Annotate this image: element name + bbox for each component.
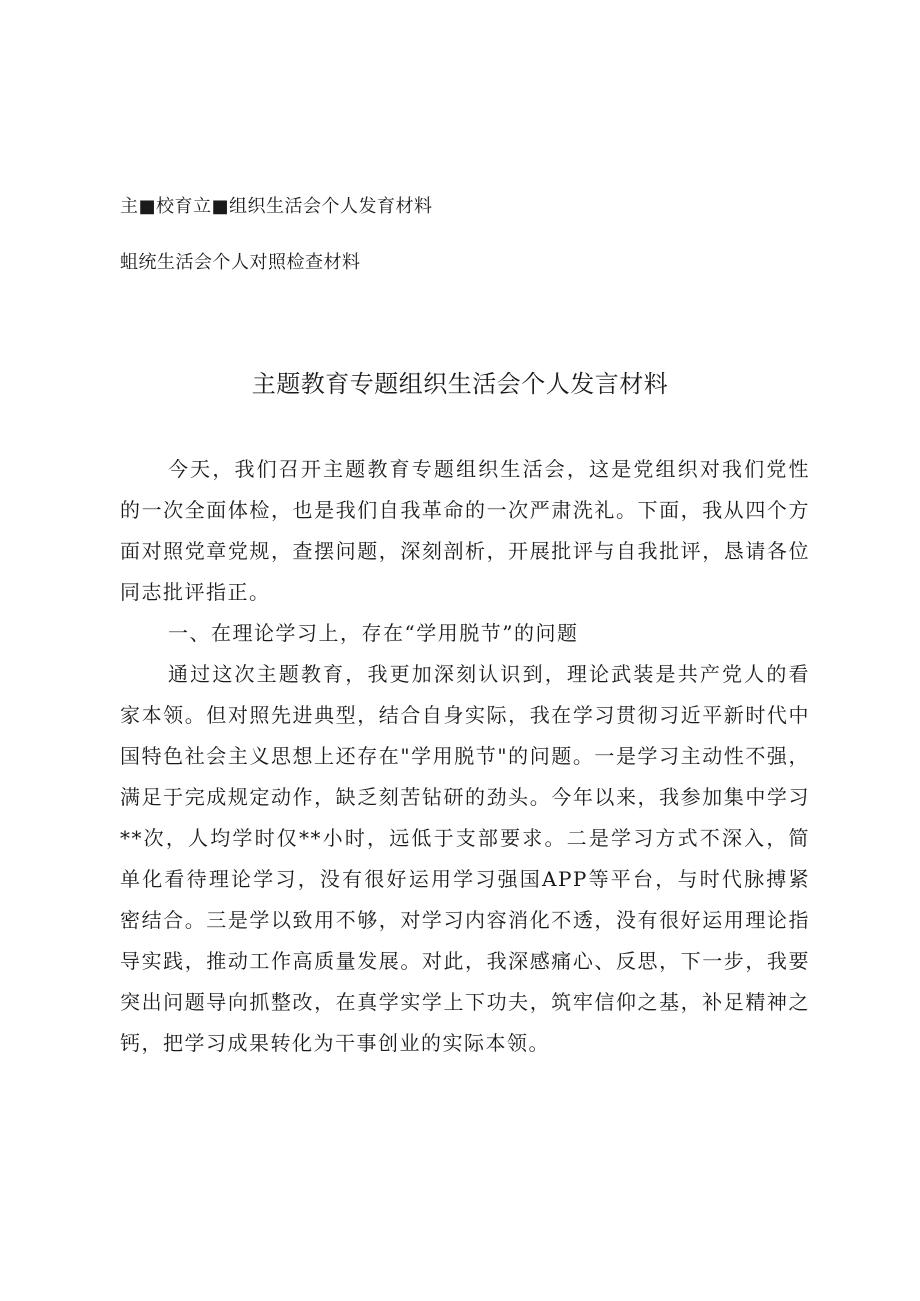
section-1-paragraph: 通过这次主题教育，我更加深刻认识到，理论武装是共产党人的看家本领。但对照先进典型，结合自身实际，我在学习贯彻习近平新时代中国特色社会主义思想上还存在"学用脱节"的问题。一是学习主动性不强，满足于完成规定动作，缺乏刻苦钻研的劲头。今年以来，我参加集中学习**次，人均学时仅**小时，远低于支部要求。二是学习方式不深入，简单化看待理论学习，没有很好运用学习强国APP等平台，与时代脉搏紧密结合。三是学以致用不够，对学习内容消化不透，没有很好运用理论指导实践，推动工作高质量发展。对此，我深感痛心、反思，下一步，我要突出问题导向抓整改，在真学实学上下功夫，筑牢信仰之基，补足精神之钙，把学习成果转化为干事创业的实际本领。: [120, 662, 810, 1055]
intro-paragraph: 今天，我们召开主题教育专题组织生活会，这是党组织对我们党性的一次全面体检，也是我们自我革命的一次严肃洗礼。下面，我从四个方面对照党章党规，查摆问题，深刻剖析，开展批评与自我批评，恳请各位同志批评指正。: [120, 457, 810, 604]
section-1-heading: 一、在理论学习上，存在“学用脱节”的问题: [168, 621, 579, 645]
document-title: 主题教育专题组织生活会个人发言材料: [251, 370, 669, 398]
toc-item-2: 蛆统生活会个人对照检查材料: [120, 252, 361, 273]
toc-item-1: 主■校育立■组织生活会个人发育材料: [120, 196, 433, 217]
document-body: [120, 449, 810, 1064]
